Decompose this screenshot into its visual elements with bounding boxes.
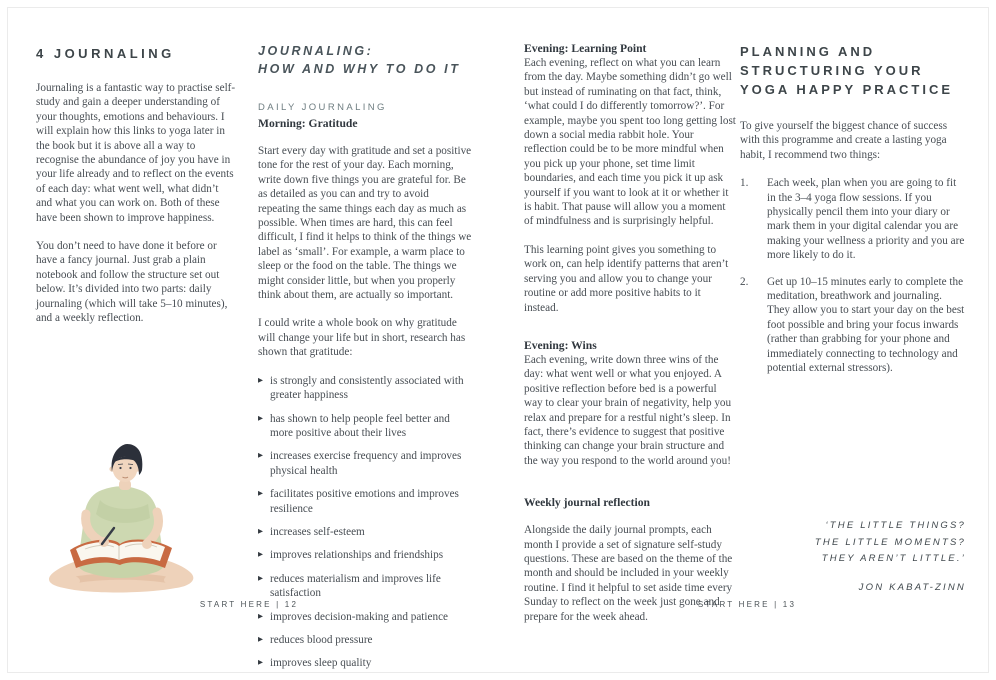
paragraph: You don’t need to have done it before or have a fancy journal. Just grab a plain notebook and follow the structure set out below. It’s divided into two parts: daily journaling (which will take 5–10 minutes), and a weekly reflection. bbox=[36, 240, 228, 325]
bullet-text: increases exercise frequency and improves physical health bbox=[270, 450, 462, 477]
list-item bbox=[258, 412, 472, 441]
bullet-triangle-icon: ▶ bbox=[258, 574, 263, 582]
subhead-weekly-journal-reflection: Weekly journal reflection bbox=[524, 496, 651, 510]
bullet-text: reduces materialism and improves life satisfaction bbox=[270, 572, 441, 600]
bullet-triangle-icon: ▶ bbox=[258, 452, 263, 460]
bullet-triangle-icon: ▶ bbox=[258, 659, 263, 667]
paragraph: I could write a whole book on why gratitude will change your life but in short, research has shown that gratitude: bbox=[258, 317, 466, 359]
quote-line: ‘THE LITTLE THINGS? bbox=[825, 520, 966, 531]
bullet-text: improves relationships and friendships bbox=[270, 549, 444, 562]
bullet-triangle-icon: ▶ bbox=[258, 527, 263, 535]
page13-footer: START HERE | 13 bbox=[697, 600, 797, 609]
subhead-evening-learning-point: Evening: Learning Point bbox=[524, 42, 647, 55]
paragraph: This learning point gives you something to work on, can help identify patterns that aren’t serving you and allow you to change your routine or add more positive habits to it instead. bbox=[524, 243, 729, 314]
section-heading-line2: HOW AND WHY TO DO IT bbox=[258, 62, 461, 76]
page12-column2 bbox=[258, 42, 472, 680]
list-item bbox=[258, 633, 472, 647]
numbered-item bbox=[740, 176, 966, 262]
bullet-triangle-icon: ▶ bbox=[258, 414, 263, 422]
page13-column2 bbox=[740, 42, 966, 388]
quote-line: THE LITTLE MOMENTS? bbox=[814, 536, 966, 548]
item-text: Get up 10–15 minutes early to complete the meditation, breathwork and journaling. They allow you to start your day on the best foot possible and bring your focus inwards (rather than grabbing for your phone and immediately connecting to technology and potential external stressors). bbox=[767, 275, 965, 375]
list-item bbox=[258, 449, 472, 478]
page13-column1 bbox=[524, 42, 736, 638]
subhead-morning-gratitude: Morning: Gratitude bbox=[258, 117, 358, 130]
bullet-text: reduces blood pressure bbox=[270, 633, 373, 646]
section-heading bbox=[258, 42, 472, 78]
person-journaling-svg bbox=[30, 438, 210, 598]
chapter-title: 4 JOURNALING bbox=[36, 46, 175, 61]
quote-line: THEY AREN’T LITTLE.’ bbox=[821, 553, 966, 564]
paragraph: Start every day with gratitude and set a positive tone for the rest of your day. Each morning, write down five things you are grateful for. Be as detailed as you can and try to avoid repeating the same things each day as much as possible. When times are hard, this can feel difficult, I find it helps to think of the things we label as ‘small’. For example, a warm place to sleep or the food on the table. The things we might consider little, but when you properly think about them, are actually so important. bbox=[258, 145, 472, 302]
item-number: 1. bbox=[740, 177, 749, 190]
list-item bbox=[258, 548, 472, 562]
page12-column bbox=[36, 46, 236, 340]
bullet-triangle-icon: ▶ bbox=[258, 376, 263, 384]
section-heading-line1: JOURNALING: bbox=[258, 44, 374, 58]
list-item bbox=[258, 525, 472, 539]
bullet-text: improves decision-making and patience bbox=[270, 610, 449, 623]
item-text: Each week, plan when you are going to fit in the 3–4 yoga flow sessions. If you physically pencil them into your diary or mark them in your digital calendar you are making your wellness a priority and you are more likely to do it. bbox=[767, 177, 965, 262]
list-item bbox=[258, 374, 472, 403]
subhead-evening-wins: Evening: Wins bbox=[524, 338, 597, 352]
list-item bbox=[258, 656, 472, 670]
quote-attribution: JON KABAT-ZINN bbox=[858, 581, 966, 593]
paragraph: Each evening, write down three wins of the day: what went well or what you enjoyed. A positive reflection before bed is a powerful way to clear your brain of negativity, help you relax and prepare for a restful night’s sleep. In fact, there’s evidence to suggest that positive thinking can change your brain structure and the way you respond to the world around you! bbox=[524, 353, 732, 467]
item-number: 2. bbox=[740, 275, 749, 288]
list-item bbox=[258, 610, 472, 624]
section-heading-planning: PLANNING AND STRUCTURING YOUR YOGA HAPPY PRACTICE bbox=[740, 44, 954, 97]
numbered-item bbox=[740, 275, 966, 376]
pull-quote bbox=[740, 518, 966, 593]
bullet-triangle-icon: ▶ bbox=[258, 551, 263, 559]
person-journaling-illustration bbox=[30, 438, 210, 598]
paragraph: Journaling is a fantastic way to practise self-study and gain a deeper understanding of your thoughts, emotions and behaviours. I will explain how this links to yoga later in the book but it is above all a way to recognise the abundance of joy you have in your life already and to reflect on the events of each day: what went well, what didn’t and what you can work on. Both of these have been shown to improve happiness. bbox=[36, 82, 236, 224]
page12-footer: START HERE | 12 bbox=[199, 600, 299, 609]
bullet-text: increases self-esteem bbox=[270, 525, 365, 538]
bullet-triangle-icon: ▶ bbox=[258, 490, 263, 498]
bullet-triangle-icon: ▶ bbox=[258, 635, 263, 643]
list-item bbox=[258, 572, 472, 601]
paragraph: To give yourself the biggest chance of success with this programme and create a lasting yoga habit, I recommend two things: bbox=[740, 120, 948, 161]
paragraph: Each evening, reflect on what you can learn from the day. Maybe something didn’t go well but instead of ruminating on that fact, think, ‘what could I do differently tomorrow?’. For example, maybe you spent too long getting lost down a social media rabbit hole. Your reflection could be to be more mindful when you pick up your phone, set time limit boundaries, and each time you pick it up ask yourself if you want to look at it or whether it is habit. That pause will allow you a moment of mindfulness and is surprisingly helpful. bbox=[524, 57, 736, 228]
kicker-daily-journaling: DAILY JOURNALING bbox=[258, 102, 387, 113]
list-item bbox=[258, 487, 472, 516]
bullet-triangle-icon: ▶ bbox=[258, 612, 263, 620]
paragraph: Alongside the daily journal prompts, each month I provide a set of signature self-study questions. These are based on the theme of the month and should be included in your weekly routine. I find it helpful to set aside time every Sunday to reflect on the week just gone and prepare for the week ahead. bbox=[524, 524, 733, 623]
bullet-text: has shown to help people feel better and more positive about their lives bbox=[270, 412, 450, 439]
bullet-text: facilitates positive emotions and improves resilience bbox=[270, 488, 459, 515]
bullet-text: is strongly and consistently associated with greater happiness bbox=[270, 374, 464, 402]
bullet-text: improves sleep quality bbox=[270, 657, 372, 670]
